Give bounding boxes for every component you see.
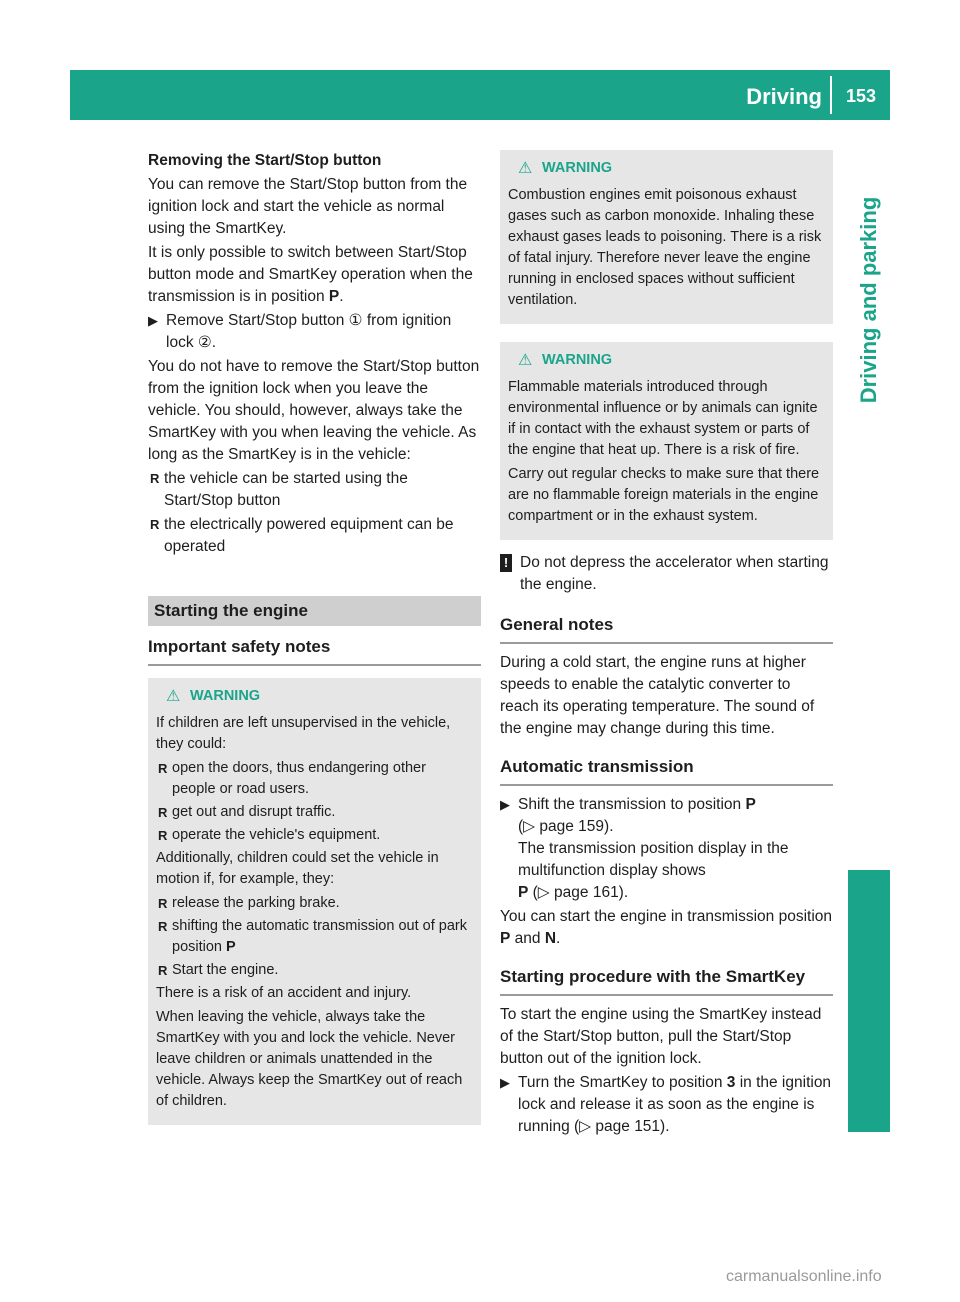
warning-text: When leaving the vehicle, always take the SmartKey with you and lock the vehicle. Never leave children or animals unattended in the vehicle. Always keep the SmartKey out of reach of children. <box>156 1009 463 1109</box>
page-header <box>70 70 890 120</box>
warning-box <box>148 678 481 1125</box>
warning-triangle-icon: ⚠ <box>518 352 533 369</box>
warning-box <box>500 150 833 324</box>
paragraph: You do not have to remove the Start/Stop button from the ignition lock when you leave the vehicle. You should, however, always take the SmartKey with you when leaving the vehicle. As long as the SmartKey is in the vehicle: <box>148 358 480 463</box>
smartkey-heading: Starting procedure with the SmartKey <box>500 966 833 996</box>
safety-heading: Important safety notes <box>148 636 481 666</box>
warning-text: Carry out regular checks to make sure that there are no flammable foreign materials in the engine compartment or in the exhaust system. <box>508 466 820 524</box>
instruction-step: ▶ Remove Start/Stop button ① from ignition lock ②. <box>148 312 452 351</box>
automatic-transmission-heading: Automatic transmission <box>500 756 833 786</box>
paragraph: It is only possible to switch between Start/Stop button mode and SmartKey operation when the transmission is in position P. <box>148 244 473 305</box>
bullet-icon: R <box>158 963 168 978</box>
list-item: R shifting the automatic transmission out of park position P <box>158 918 467 955</box>
left-column <box>148 150 481 1125</box>
list-item: R the electrically powered equipment can be operated <box>150 516 454 555</box>
paragraph: During a cold start, the engine runs at higher speeds to enable the catalytic converter to reach its operating temperature. The sound of the engine may change during this time. <box>500 654 815 737</box>
bullet-icon: R <box>158 919 168 934</box>
warning-text: There is a risk of an accident and injury. <box>156 985 412 1001</box>
side-tab-marker <box>848 870 890 1132</box>
warning-box <box>500 342 833 540</box>
paragraph: You can remove the Start/Stop button from the ignition lock and start the vehicle as normal using the SmartKey. <box>148 176 468 237</box>
list-item: R get out and disrupt traffic. <box>156 802 473 823</box>
warning-title: ⚠ WARNING <box>518 352 613 369</box>
bullet-icon: R <box>158 805 168 820</box>
bullet-icon: R <box>158 761 168 776</box>
removing-title: Removing the Start/Stop button <box>148 152 382 169</box>
chapter-title: Driving <box>746 84 822 109</box>
warning-triangle-icon: ⚠ <box>518 160 533 177</box>
list-item: R open the doors, thus endangering other people or road users. <box>158 760 426 797</box>
warning-text: Combustion engines emit poisonous exhaust gases such as carbon monoxide. Inhaling these exhaust gases leads to poisoning. There is a risk of fatal injury. Therefore never leave the engine running in enclosed spaces without sufficient ventilation. <box>508 187 822 308</box>
general-notes-heading: General notes <box>500 614 833 644</box>
paragraph: You can start the engine in transmission position P and N. <box>500 908 833 947</box>
section-heading: Starting the engine <box>148 596 481 626</box>
step-arrow-icon: ▶ <box>500 797 510 812</box>
warning-text: Flammable materials introduced through environmental influence or by animals can ignite if in contact with the exhaust system or parts of the engine that heat up. There is a risk of fire. <box>508 379 818 458</box>
warning-title: ⚠ WARNING <box>518 160 613 177</box>
list-item: R operate the vehicle's equipment. <box>156 825 473 846</box>
list-item: R release the parking brake. <box>156 893 473 914</box>
right-column <box>500 150 833 1140</box>
instruction-step: ▶ Turn the SmartKey to position 3 in the ignition lock and release it as soon as the engine is running (▷ page 151). <box>500 1074 832 1135</box>
bullet-icon: R <box>158 828 168 843</box>
list-item: R the vehicle can be started using the Start/Stop button <box>150 470 408 509</box>
bullet-icon: R <box>150 517 160 532</box>
warning-triangle-icon: ⚠ <box>166 688 181 705</box>
bullet-icon: R <box>158 896 168 911</box>
caution-note: ! Do not depress the accelerator when starting the engine. <box>500 552 833 596</box>
list-item: R Start the engine. <box>156 960 473 981</box>
header-divider <box>830 76 832 114</box>
side-chapter-tab <box>848 175 890 425</box>
side-chapter-label: Driving and parking <box>856 196 881 404</box>
watermark: carmanualsonline.info <box>726 1268 882 1285</box>
bullet-icon: R <box>150 471 160 486</box>
step-arrow-icon: ▶ <box>148 313 158 328</box>
caution-icon: ! <box>500 554 512 572</box>
warning-text: If children are left unsupervised in the vehicle, they could: <box>156 715 451 752</box>
warning-text: Additionally, children could set the vehicle in motion if, for example, they: <box>156 850 439 887</box>
paragraph: To start the engine using the SmartKey instead of the Start/Stop button, pull the Start/Stop button out of the ignition lock. <box>500 1006 822 1067</box>
step-arrow-icon: ▶ <box>500 1075 510 1090</box>
warning-title: ⚠ WARNING <box>166 688 261 705</box>
instruction-step: ▶ Shift the transmission to position P (▷ page 159). The transmission position display in the multifunction display shows P (▷ page 161). <box>500 796 789 901</box>
page-number: 153 <box>845 86 876 106</box>
